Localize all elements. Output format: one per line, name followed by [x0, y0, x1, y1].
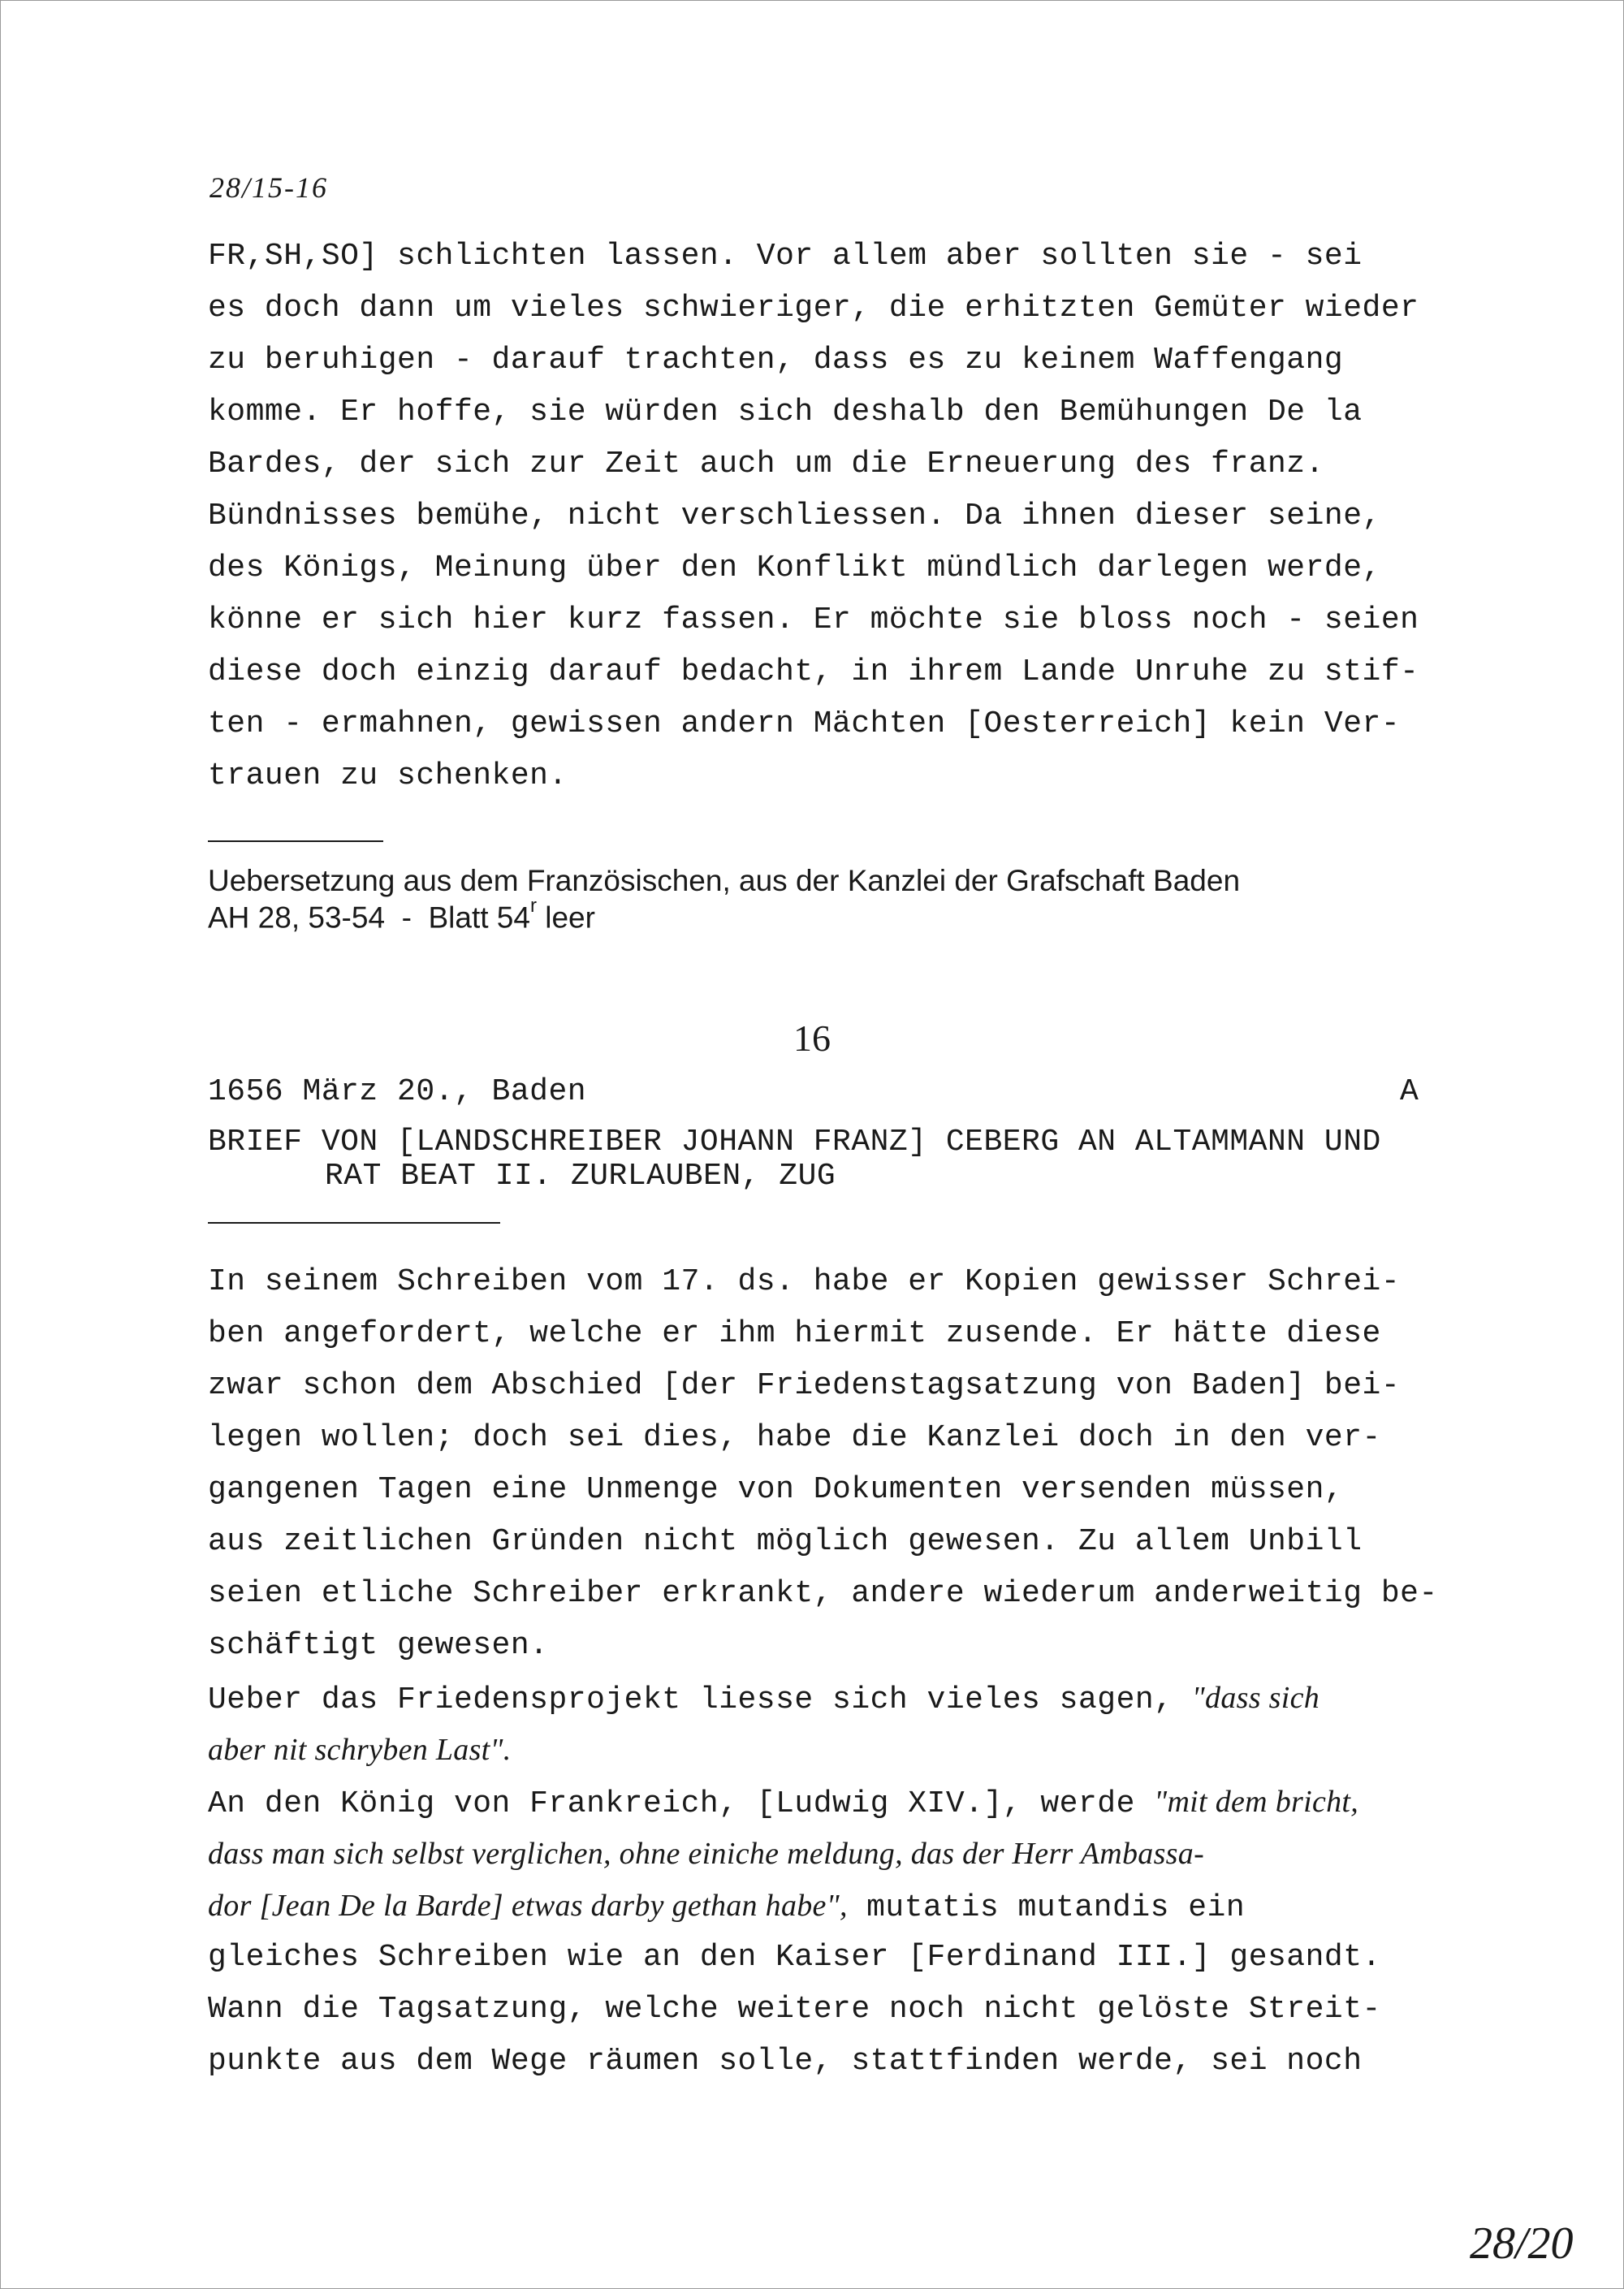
- document-title: BRIEF VON [LANDSCHREIBER JOHANN FRANZ] CEBERG AN ALTAMMANN UND: [208, 1125, 1381, 1160]
- text-line: [208, 1682, 1320, 1716]
- text-line: legen wollen; doch sei dies, habe die Kanzlei doch in den ver-: [208, 1420, 1381, 1455]
- text-line: punkte aus dem Wege räumen solle, stattfinden werde, sei noch: [208, 2044, 1363, 2079]
- text-line: trauen zu schenken.: [208, 758, 568, 793]
- footnote-text: leer: [536, 900, 595, 935]
- text-line: des Königs, Meinung über den Konflikt mündlich darlegen werde,: [208, 551, 1381, 585]
- document-title: RAT BEAT II. ZURLAUBEN, ZUG: [325, 1159, 836, 1194]
- text-line: könne er sich hier kurz fassen. Er möchte sie bloss noch - seien: [208, 602, 1419, 637]
- text-line: aus zeitlichen Gründen nicht möglich gewesen. Zu allem Unbill: [208, 1524, 1363, 1559]
- footnote-line: Uebersetzung aus dem Französischen, aus der Kanzlei der Grafschaft Baden: [208, 864, 1241, 897]
- quotation: dor [Jean De la Barde] etwas darby gethan habe",: [208, 1889, 848, 1923]
- document-date-place: 1656 März 20., Baden: [208, 1074, 587, 1109]
- text-line: Bündnisses bemühe, nicht verschliessen. Da ihnen dieser seine,: [208, 499, 1381, 533]
- text-line: schäftigt gewesen.: [208, 1628, 549, 1663]
- text-line: In seinem Schreiben vom 17. ds. habe er Kopien gewisser Schrei-: [208, 1264, 1401, 1299]
- text-line: ben angefordert, welche er ihm hiermit zusende. Er hätte diese: [208, 1316, 1381, 1351]
- quotation-line: aber nit schryben Last".: [208, 1733, 512, 1767]
- text-line: FR,SH,SO] schlichten lassen. Vor allem aber sollten sie - sei: [208, 239, 1363, 274]
- quotation: "mit dem bricht,: [1154, 1785, 1359, 1819]
- text-line: seien etliche Schreiber erkrankt, andere wiederum anderweitig be-: [208, 1576, 1438, 1611]
- text-run: mutatis mutandis ein: [847, 1890, 1246, 1925]
- text-line: gleiches Schreiben wie an den Kaiser [Ferdinand III.] gesandt.: [208, 1940, 1381, 1975]
- text-line: zwar schon dem Abschied [der Friedenstagsatzung von Baden] bei-: [208, 1368, 1401, 1403]
- text-line: ten - ermahnen, gewissen andern Mächten [Oesterreich] kein Ver-: [208, 706, 1401, 741]
- footnote-superscript: r: [529, 895, 537, 917]
- text-line: Bardes, der sich zur Zeit auch um die Erneuerung des franz.: [208, 447, 1324, 482]
- handwritten-sheet-number: 28/20: [1470, 2218, 1574, 2269]
- text-line: zu beruhigen - darauf trachten, dass es zu keinem Waffengang: [208, 343, 1344, 378]
- text-run: An den König von Frankreich, [Ludwig XIV.], werde: [208, 1786, 1155, 1821]
- text-line: diese doch einzig darauf bedacht, in ihrem Lande Unruhe zu stif-: [208, 654, 1419, 689]
- text-line: es doch dann um vieles schwieriger, die erhitzten Gemüter wieder: [208, 291, 1419, 326]
- footnote-text: AH 28, 53-54 - Blatt 54: [208, 900, 530, 935]
- text-line: komme. Er hoffe, sie würden sich deshalb den Bemühungen De la: [208, 395, 1363, 430]
- quotation: "dass sich: [1191, 1681, 1320, 1715]
- text-line: gangenen Tagen eine Unmenge von Dokumenten versenden müssen,: [208, 1472, 1344, 1507]
- page-reference: 28/15-16: [209, 171, 328, 204]
- text-line: [208, 1890, 1245, 1924]
- text-line: [208, 1786, 1358, 1820]
- footnote-line: [208, 895, 595, 935]
- document-marker: A: [1400, 1074, 1419, 1109]
- document-number: 16: [793, 1017, 831, 1059]
- title-rule: [208, 1222, 500, 1224]
- quotation-line: dass man sich selbst verglichen, ohne einiche meldung, das der Herr Ambassa-: [208, 1837, 1205, 1871]
- text-run: Ueber das Friedensprojekt liesse sich vieles sagen,: [208, 1682, 1192, 1717]
- footnote-rule: [208, 840, 383, 842]
- text-line: Wann die Tagsatzung, welche weitere noch nicht gelöste Streit-: [208, 1992, 1381, 2027]
